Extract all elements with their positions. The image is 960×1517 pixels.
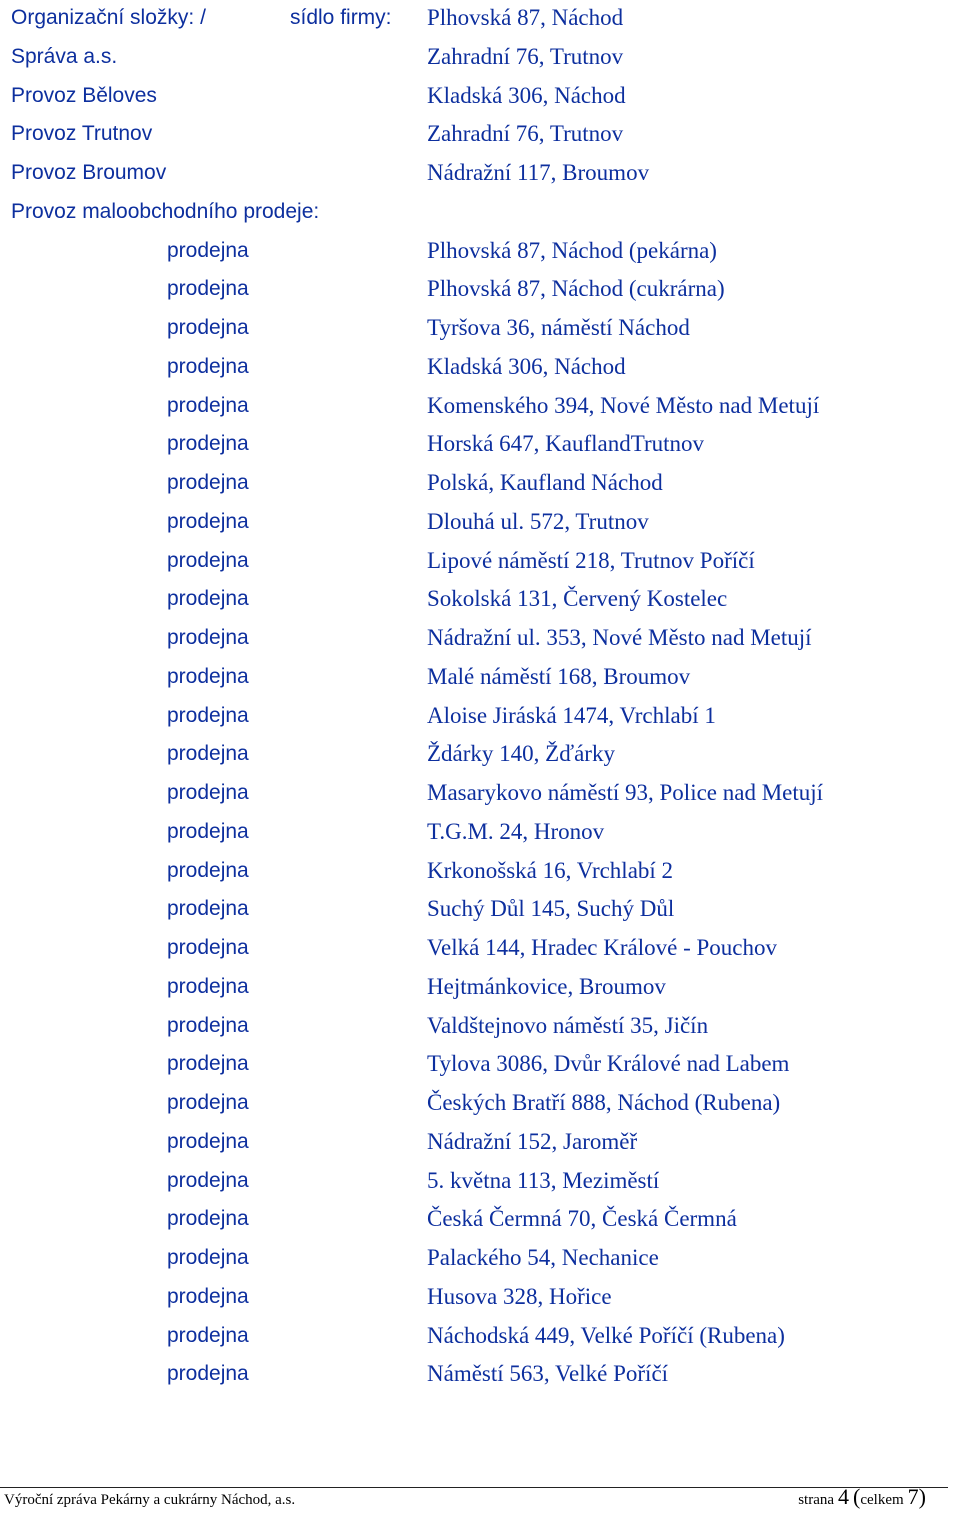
- org-unit-label: Provoz Trutnov: [11, 122, 153, 146]
- shop-label: prodejna: [167, 819, 249, 843]
- org-units-label: Organizační složky: /: [11, 6, 206, 29]
- shop-address: Palackého 54, Nechanice: [427, 1245, 659, 1270]
- shop-row: [0, 932, 960, 971]
- shop-row: [0, 622, 960, 661]
- shop-row: [0, 545, 960, 584]
- retail-row: [0, 196, 960, 235]
- shop-row: [0, 428, 960, 467]
- shop-label: prodejna: [167, 471, 249, 494]
- shop-row: [0, 583, 960, 622]
- shop-address: T.G.M. 24, Hronov: [427, 818, 605, 844]
- shop-row: [0, 390, 960, 429]
- org-unit-label: Provoz Broumov: [11, 161, 167, 184]
- shop-row: [0, 1048, 960, 1087]
- shop-row: [0, 1203, 960, 1242]
- shop-label: prodejna: [167, 703, 249, 727]
- shop-label: prodejna: [167, 432, 249, 456]
- shop-row: [0, 235, 960, 274]
- shop-row: [0, 506, 960, 545]
- shop-label: prodejna: [167, 393, 249, 417]
- shop-row: [0, 1010, 960, 1049]
- shop-row: [0, 661, 960, 700]
- shop-address: Polská, Kaufland Náchod: [427, 470, 663, 495]
- shop-row: [0, 1126, 960, 1165]
- shop-address: 5. května 113, Meziměstí: [427, 1167, 660, 1193]
- footer-title: Výroční zpráva Pekárny a cukrárny Náchod, a.s.: [4, 1492, 296, 1508]
- seat-address: Plhovská 87, Náchod: [427, 5, 624, 30]
- shop-row: [0, 971, 960, 1010]
- org-unit-row: [0, 80, 960, 119]
- shop-address: Suchý Důl 145, Suchý Důl: [427, 896, 675, 922]
- shop-label: prodejna: [167, 1129, 249, 1153]
- shop-label: prodejna: [167, 1052, 249, 1076]
- shop-address: Aloise Jiráská 1474, Vrchlabí 1: [427, 702, 716, 728]
- retail-label: Provoz maloobchodního prodeje:: [11, 199, 320, 223]
- shop-address: Kladská 306, Náchod: [427, 353, 626, 379]
- shop-label: prodejna: [167, 626, 249, 649]
- org-unit-address: Kladská 306, Náchod: [427, 82, 626, 108]
- shop-row: [0, 1165, 960, 1204]
- shop-label: prodejna: [167, 316, 249, 339]
- shop-address: Tylova 3086, Dvůr Králové nad Labem: [427, 1051, 790, 1077]
- shop-row: [0, 1281, 960, 1320]
- shop-row: [0, 467, 960, 506]
- shop-address: Sokolská 131, Červený Kostelec: [427, 586, 728, 612]
- shop-label: prodejna: [167, 1246, 249, 1269]
- shop-row: [0, 351, 960, 390]
- shop-address: Husova 328, Hořice: [427, 1283, 612, 1309]
- shop-label: prodejna: [167, 742, 249, 766]
- shop-label: prodejna: [167, 509, 249, 533]
- shop-address: Plhovská 87, Náchod (pekárna): [427, 237, 717, 263]
- page-number: [798, 1484, 926, 1510]
- shop-label: prodejna: [167, 897, 249, 921]
- shop-row: [0, 816, 960, 855]
- org-unit-row: [0, 41, 960, 80]
- shop-row: [0, 738, 960, 777]
- shop-label: prodejna: [167, 354, 249, 378]
- shop-label: prodejna: [167, 1168, 249, 1192]
- shop-address: Valdštejnovo náměstí 35, Jičín: [427, 1012, 709, 1038]
- shop-row: [0, 1242, 960, 1281]
- org-unit-label: Správa a.s.: [11, 44, 118, 68]
- org-unit-address: Nádražní 117, Broumov: [427, 160, 650, 185]
- shop-address: Nádražní 152, Jaroměř: [427, 1128, 638, 1154]
- shop-label: prodejna: [167, 1207, 249, 1231]
- shop-label: prodejna: [167, 1323, 249, 1347]
- org-unit-address: Zahradní 76, Trutnov: [427, 121, 624, 147]
- shop-address: Náchodská 449, Velké Poříčí (Rubena): [427, 1322, 785, 1348]
- shop-address: Masarykovo náměstí 93, Police nad Metují: [427, 780, 824, 805]
- page-open-paren: (: [853, 1484, 861, 1509]
- shop-label: prodejna: [167, 587, 249, 611]
- shop-row: [0, 273, 960, 312]
- shop-address: Plhovská 87, Náchod (cukrárna): [427, 276, 725, 302]
- shop-row: [0, 700, 960, 739]
- shop-label: prodejna: [167, 858, 249, 882]
- shop-label: prodejna: [167, 936, 249, 959]
- shop-label: prodejna: [167, 1284, 249, 1308]
- org-unit-row: [0, 157, 960, 196]
- shop-address: Ždárky 140, Žďárky: [427, 741, 615, 767]
- shop-address: Náměstí 563, Velké Poříčí: [427, 1361, 669, 1387]
- shop-row: [0, 1358, 960, 1397]
- shop-row: [0, 855, 960, 894]
- shop-row: [0, 312, 960, 351]
- org-unit-row: [0, 118, 960, 157]
- shop-label: prodejna: [167, 1091, 249, 1114]
- shop-label: prodejna: [167, 781, 249, 804]
- shop-address: Horská 647, KauflandTrutnov: [427, 431, 705, 457]
- shop-address: Dlouhá ul. 572, Trutnov: [427, 508, 649, 534]
- shop-address: Lipové náměstí 218, Trutnov Poříčí: [427, 547, 755, 573]
- shop-address: Malé náměstí 168, Broumov: [427, 663, 691, 689]
- shop-address: Komenského 394, Nové Město nad Metují: [427, 392, 820, 418]
- seat-label: sídlo firmy:: [290, 6, 392, 29]
- shop-row: [0, 777, 960, 816]
- org-unit-address: Zahradní 76, Trutnov: [427, 43, 624, 69]
- page-total: 7): [907, 1484, 926, 1509]
- header-row: [0, 2, 960, 41]
- shop-address: Česká Čermná 70, Česká Čermná: [427, 1206, 737, 1232]
- shop-label: prodejna: [167, 1362, 249, 1386]
- shop-address: Českých Bratří 888, Náchod (Rubena): [427, 1090, 781, 1115]
- shop-label: prodejna: [167, 277, 249, 301]
- shop-label: prodejna: [167, 664, 249, 688]
- page-word: strana: [798, 1492, 835, 1508]
- total-word: celkem: [860, 1492, 904, 1508]
- shop-row: [0, 1320, 960, 1359]
- shop-address: Hejtmánkovice, Broumov: [427, 973, 666, 999]
- org-unit-label: Provoz Běloves: [11, 83, 157, 107]
- shop-address: Krkonošská 16, Vrchlabí 2: [427, 857, 674, 883]
- shop-label: prodejna: [167, 238, 249, 262]
- shop-address: Nádražní ul. 353, Nové Město nad Metují: [427, 625, 812, 650]
- shop-label: prodejna: [167, 1013, 249, 1037]
- page-current: 4: [838, 1484, 850, 1509]
- shop-address: Tyršova 36, náměstí Náchod: [427, 315, 690, 340]
- shop-row: [0, 1087, 960, 1126]
- shop-row: [0, 893, 960, 932]
- shop-label: prodejna: [167, 974, 249, 998]
- shop-address: Velká 144, Hradec Králové - Pouchov: [427, 935, 777, 960]
- shop-label: prodejna: [167, 548, 249, 572]
